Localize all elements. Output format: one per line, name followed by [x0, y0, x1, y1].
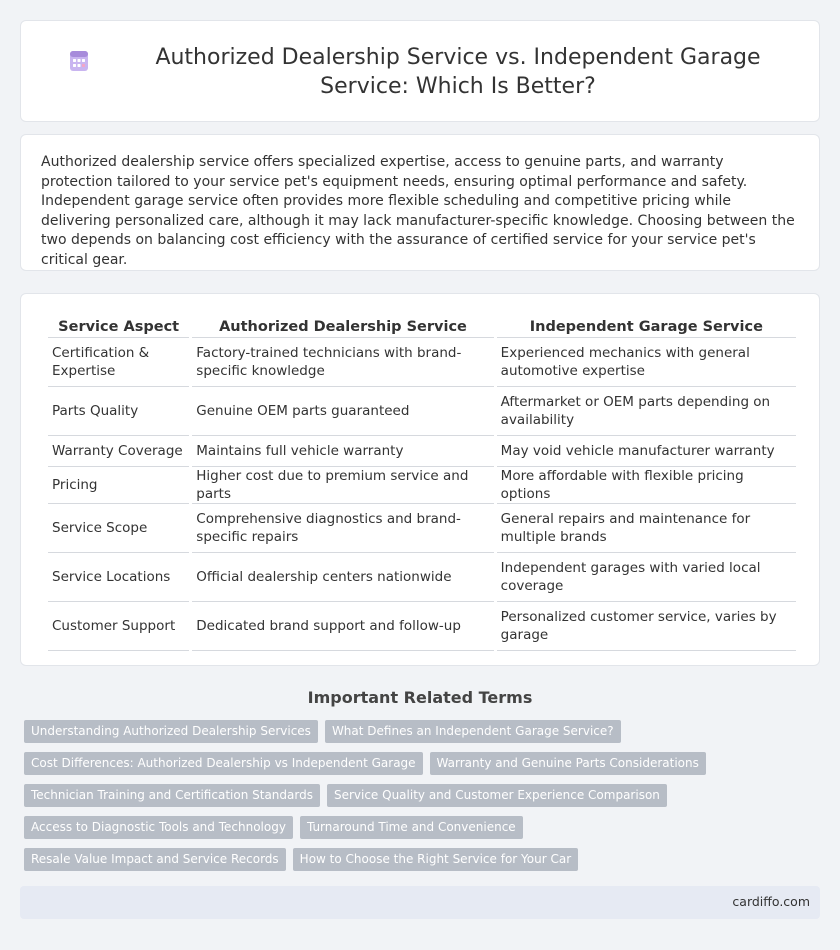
comparison-table	[45, 310, 799, 651]
table-row	[48, 338, 796, 387]
table-header-row	[48, 310, 796, 338]
related-term-tag[interactable]: Service Quality and Customer Experience Comparison	[327, 784, 667, 807]
table-cell: Maintains full vehicle warranty	[192, 436, 493, 467]
related-term-tag[interactable]: How to Choose the Right Service for Your Car	[293, 848, 578, 871]
table-cell: Comprehensive diagnostics and brand-specific repairs	[192, 504, 493, 553]
table-row	[48, 602, 796, 651]
table-cell: Parts Quality	[48, 387, 189, 436]
intro-card	[20, 134, 820, 271]
related-term-tag[interactable]: Turnaround Time and Convenience	[300, 816, 523, 839]
related-term-tag[interactable]: Cost Differences: Authorized Dealership vs Independent Garage	[24, 752, 423, 775]
table-row	[48, 387, 796, 436]
table-cell: Experienced mechanics with general automotive expertise	[497, 338, 796, 387]
table-cell: Pricing	[48, 467, 189, 504]
table-cell: Service Scope	[48, 504, 189, 553]
related-term-tag[interactable]: Resale Value Impact and Service Records	[24, 848, 286, 871]
table-cell: Personalized customer service, varies by garage	[497, 602, 796, 651]
table-row	[48, 467, 796, 504]
related-term-tag[interactable]: Understanding Authorized Dealership Services	[24, 720, 318, 743]
table-cell: Higher cost due to premium service and parts	[192, 467, 493, 504]
title-card	[20, 20, 820, 122]
related-term-tag[interactable]: Technician Training and Certification Standards	[24, 784, 320, 807]
header-independent-garage: Independent Garage Service	[497, 310, 796, 338]
table-cell: Dedicated brand support and follow-up	[192, 602, 493, 651]
table-cell: Aftermarket or OEM parts depending on availability	[497, 387, 796, 436]
table-cell: Factory-trained technicians with brand-specific knowledge	[192, 338, 493, 387]
table-cell: Official dealership centers nationwide	[192, 553, 493, 602]
related-term-tag[interactable]: Warranty and Genuine Parts Considerations	[430, 752, 706, 775]
related-term-tag[interactable]: Access to Diagnostic Tools and Technology	[24, 816, 293, 839]
table-row	[48, 504, 796, 553]
footer-site-link[interactable]: cardiffo.com	[732, 894, 810, 909]
header-authorized-dealership: Authorized Dealership Service	[192, 310, 493, 338]
page-title: Authorized Dealership Service vs. Independent Garage Service: Which Is Better?	[155, 45, 761, 99]
related-terms-list	[24, 720, 744, 871]
table-row	[48, 553, 796, 602]
related-term-tag[interactable]: What Defines an Independent Garage Service?	[325, 720, 621, 743]
table-cell: Service Locations	[48, 553, 189, 602]
intro-paragraph: Authorized dealership service offers specialized expertise, access to genuine parts, and warranty protection tailored to your service pet's equipment needs, ensuring optimal performance and safety. Independent garage service often provides more flexible scheduling and competitive pricing while delivering personalized care, although it may lack manufacturer-specific knowledge. Choosing between the two depends on balancing cost efficiency with the assurance of certified service for your service pet's critical gear.	[41, 154, 795, 268]
header-service-aspect: Service Aspect	[48, 310, 189, 338]
table-cell: Independent garages with varied local coverage	[497, 553, 796, 602]
table-cell: May void vehicle manufacturer warranty	[497, 436, 796, 467]
table-cell: Warranty Coverage	[48, 436, 189, 467]
table-cell: Customer Support	[48, 602, 189, 651]
comparison-table-card	[20, 293, 820, 666]
table-row	[48, 436, 796, 467]
calculator-icon	[67, 49, 91, 73]
table-cell: More affordable with flexible pricing options	[497, 467, 796, 504]
related-terms-heading: Important Related Terms	[307, 688, 533, 707]
table-cell: Certification & Expertise	[48, 338, 189, 387]
footer	[20, 886, 820, 919]
table-cell: Genuine OEM parts guaranteed	[192, 387, 493, 436]
table-cell: General repairs and maintenance for multiple brands	[497, 504, 796, 553]
